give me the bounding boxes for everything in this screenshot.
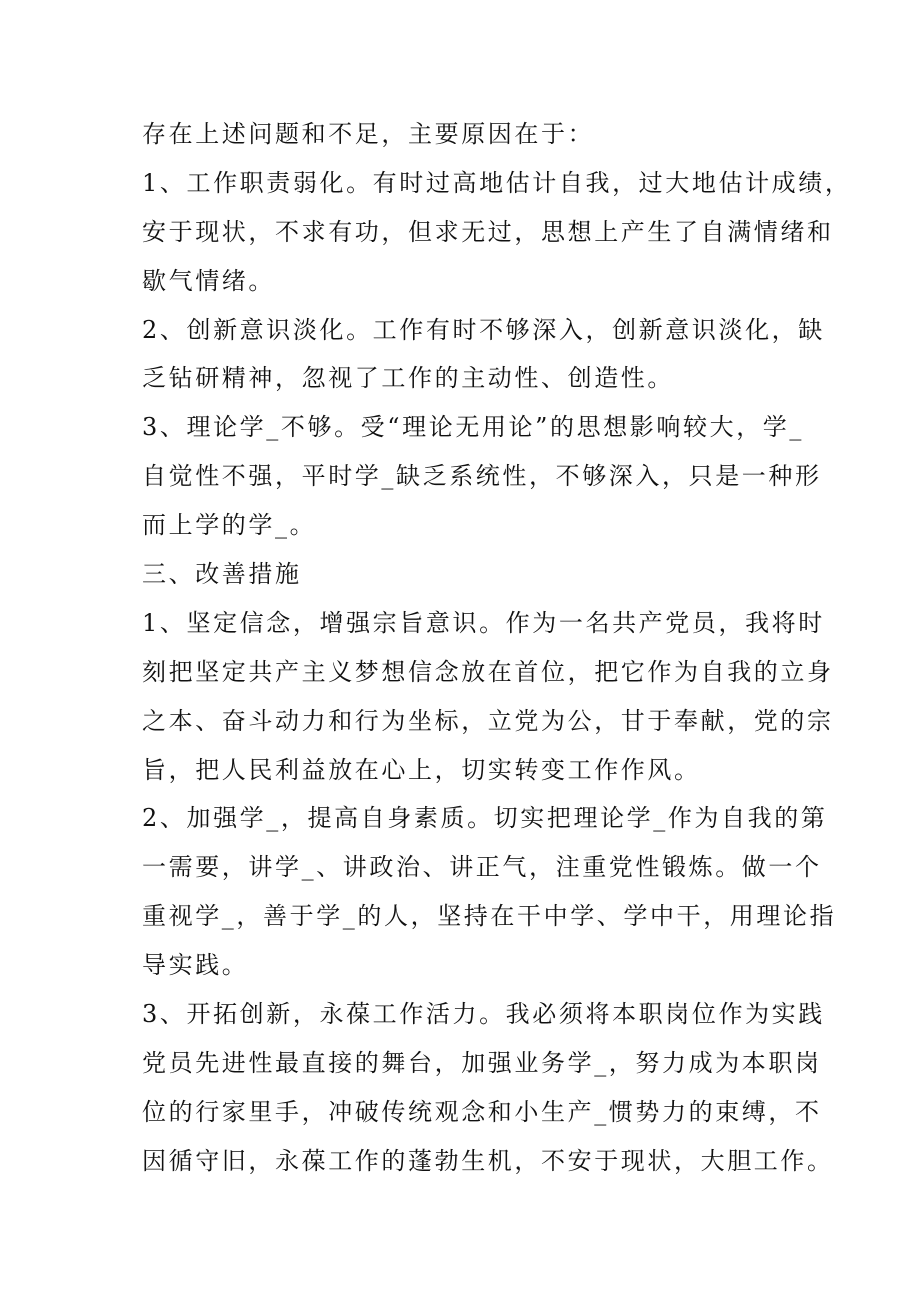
text-line: 乏钻研精神，忽视了工作的主动性、创造性。 (142, 364, 674, 393)
text-line: 刻把坚定共产主义梦想信念放在首位，把它作为自我的立身 (142, 657, 834, 686)
text-line: 2、创新意识淡化。工作有时不够深入，创新意识淡化，缺 (142, 315, 825, 344)
text-line: 1、工作职责弱化。有时过高地估计自我，过大地估计成绩， (142, 168, 852, 197)
text-line: 旨，把人民利益放在心上，切实转变工作作风。 (142, 755, 701, 784)
section-heading: 三、改善措施 (142, 560, 302, 589)
text-line: 2、加强学_，提高自身素质。切实把理论学_作为自我的第 (142, 804, 828, 833)
text-line: 3、理论学_不够。受“理论无用论”的思想影响较大，学_ (142, 413, 805, 442)
text-line: 存在上述问题和不足，主要原因在于： (142, 120, 595, 148)
text-line: 1、坚定信念，增强宗旨意识。作为一名共产党员，我将时 (142, 608, 825, 637)
text-line: 一需要，讲学_、讲政治、讲正气，注重党性锻炼。做一个 (142, 853, 822, 882)
document-body (142, 110, 852, 1186)
text-line: 因循守旧，永葆工作的蓬勃生机，不安于现状，大胆工作。 (142, 1146, 834, 1175)
text-line: 导实践。 (142, 951, 249, 980)
text-line: 而上学的学_。 (142, 511, 317, 540)
text-line: 3、开拓创新，永葆工作活力。我必须将本职岗位作为实践 (142, 1000, 825, 1029)
text-line: 安于现状，不求有功，但求无过，思想上产生了自满情绪和 (142, 217, 834, 246)
text-line: 重视学_，善于学_的人，坚持在干中学、学中干，用理论指 (142, 902, 837, 931)
text-line: 自觉性不强，平时学_缺乏系统性，不够深入，只是一种形 (142, 462, 822, 491)
text-line: 党员先进性最直接的舞台，加强业务学_，努力成为本职岗 (142, 1048, 822, 1077)
text-line: 位的行家里手，冲破传统观念和小生产_惯势力的束缚，不 (142, 1097, 822, 1126)
text-line: 歇气情绪。 (142, 266, 275, 295)
text-line: 之本、奋斗动力和行为坐标，立党为公，甘于奉献，党的宗 (142, 706, 834, 735)
